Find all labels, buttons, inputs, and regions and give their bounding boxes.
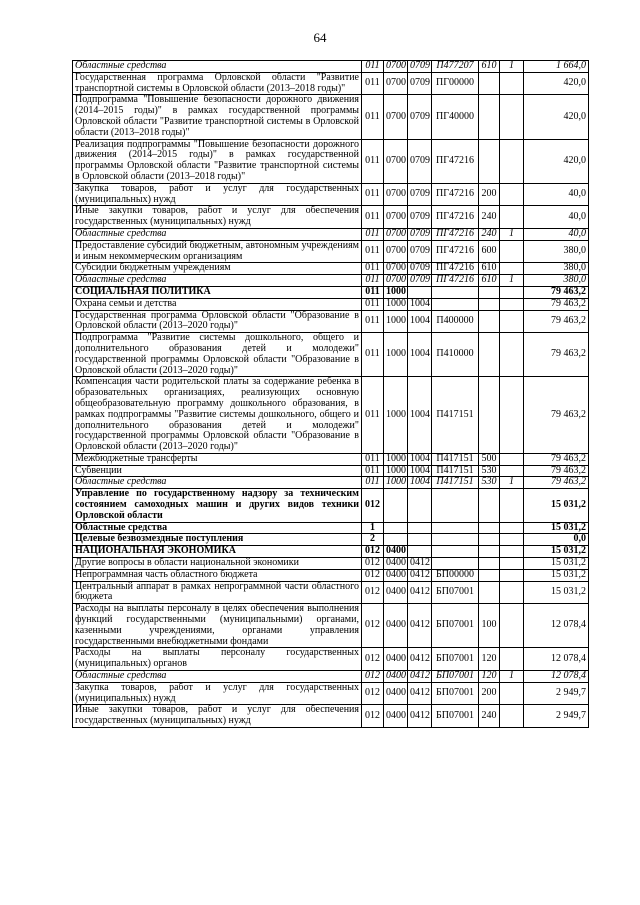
cell-department-code: 011 xyxy=(362,453,384,465)
cell-target-article: БП07001 xyxy=(432,682,479,705)
cell-expense-type xyxy=(479,333,500,377)
table-row xyxy=(73,263,589,275)
cell-funding-source xyxy=(500,310,524,333)
cell-expense-type: 610 xyxy=(479,275,500,287)
cell-expense-type: 120 xyxy=(479,648,500,671)
cell-target-article xyxy=(432,489,479,522)
cell-funding-source xyxy=(500,648,524,671)
cell-department-code: 011 xyxy=(362,206,384,229)
cell-expense-type: 500 xyxy=(479,453,500,465)
table-row xyxy=(73,546,589,558)
cell-expense-type: 200 xyxy=(479,682,500,705)
cell-subsection-code: 0709 xyxy=(408,263,432,275)
table-row xyxy=(73,310,589,333)
cell-department-code: 012 xyxy=(362,648,384,671)
cell-expense-type xyxy=(479,546,500,558)
cell-department-code: 012 xyxy=(362,546,384,558)
cell-name: Субсидии бюджетным учреждениям xyxy=(73,263,362,275)
cell-section-code: 0700 xyxy=(384,275,408,287)
cell-target-article: ПГ47216 xyxy=(432,139,479,183)
table-row xyxy=(73,604,589,648)
table-row xyxy=(73,569,589,581)
cell-funding-source xyxy=(500,139,524,183)
table-row xyxy=(73,333,589,377)
cell-funding-source xyxy=(500,286,524,298)
table-row xyxy=(73,72,589,95)
cell-target-article: ПГ47216 xyxy=(432,183,479,206)
cell-amount: 79 463,2 xyxy=(524,465,589,477)
cell-department-code: 012 xyxy=(362,604,384,648)
cell-subsection-code: 0412 xyxy=(408,558,432,570)
cell-expense-type: 240 xyxy=(479,206,500,229)
cell-department-code: 011 xyxy=(362,286,384,298)
cell-amount: 15 031,2 xyxy=(524,522,589,534)
cell-funding-source xyxy=(500,569,524,581)
cell-name: Центральный аппарат в рамках непрограммной части областного бюджета xyxy=(73,581,362,604)
cell-department-code: 012 xyxy=(362,705,384,728)
cell-funding-source xyxy=(500,453,524,465)
table-row xyxy=(73,682,589,705)
cell-name: Расходы на выплаты персоналу государственных (муниципальных) органов xyxy=(73,648,362,671)
table-row xyxy=(73,275,589,287)
cell-subsection-code: 1004 xyxy=(408,333,432,377)
cell-subsection-code: 0709 xyxy=(408,183,432,206)
cell-target-article: ПГ47216 xyxy=(432,275,479,287)
cell-section-code: 0400 xyxy=(384,569,408,581)
cell-name: Закупка товаров, работ и услуг для государственных (муниципальных) нужд xyxy=(73,682,362,705)
table-row xyxy=(73,139,589,183)
cell-subsection-code: 0412 xyxy=(408,581,432,604)
table-row xyxy=(73,522,589,534)
cell-section-code: 0400 xyxy=(384,558,408,570)
cell-amount: 12 078,4 xyxy=(524,671,589,683)
cell-name: Областные средства xyxy=(73,671,362,683)
cell-target-article: П417151 xyxy=(432,465,479,477)
cell-amount: 79 463,2 xyxy=(524,477,589,489)
cell-name: Предоставление субсидий бюджетным, автономным учреждениям и иным некоммерческим организациям xyxy=(73,240,362,263)
cell-target-article: БП07001 xyxy=(432,581,479,604)
cell-amount: 79 463,2 xyxy=(524,298,589,310)
cell-section-code: 0700 xyxy=(384,72,408,95)
cell-name: Государственная программа Орловской области "Развитие транспортной системы в Орловской области (2013–2018 годы)" xyxy=(73,72,362,95)
cell-subsection-code: 0412 xyxy=(408,705,432,728)
cell-department-code: 012 xyxy=(362,569,384,581)
cell-department-code: 011 xyxy=(362,228,384,240)
cell-target-article: БП07001 xyxy=(432,705,479,728)
cell-subsection-code: 1004 xyxy=(408,310,432,333)
cell-subsection-code: 0709 xyxy=(408,95,432,139)
cell-section-code xyxy=(384,522,408,534)
cell-funding-source xyxy=(500,705,524,728)
cell-expense-type xyxy=(479,569,500,581)
cell-amount: 12 078,4 xyxy=(524,604,589,648)
cell-name: Областные средства xyxy=(73,477,362,489)
cell-target-article xyxy=(432,546,479,558)
table-row xyxy=(73,648,589,671)
cell-funding-source xyxy=(500,72,524,95)
cell-department-code: 012 xyxy=(362,682,384,705)
cell-section-code: 0400 xyxy=(384,581,408,604)
cell-target-article: П400000 xyxy=(432,310,479,333)
cell-funding-source xyxy=(500,558,524,570)
cell-amount: 1 664,0 xyxy=(524,61,589,73)
cell-department-code: 011 xyxy=(362,263,384,275)
cell-expense-type xyxy=(479,377,500,454)
cell-amount: 12 078,4 xyxy=(524,648,589,671)
cell-target-article: П477207 xyxy=(432,61,479,73)
cell-name: Областные средства xyxy=(73,522,362,534)
cell-name: Областные средства xyxy=(73,275,362,287)
cell-amount: 79 463,2 xyxy=(524,286,589,298)
cell-department-code: 012 xyxy=(362,489,384,522)
cell-name: СОЦИАЛЬНАЯ ПОЛИТИКА xyxy=(73,286,362,298)
cell-target-article xyxy=(432,522,479,534)
cell-amount: 380,0 xyxy=(524,263,589,275)
cell-name: Подпрограмма "Повышение безопасности дорожного движения (2014–2015 годы)" в рамках государственной программы Орловской области "Развитие транспортной системы в Орловской области (2013–2018 годы)" xyxy=(73,95,362,139)
cell-target-article: БП00000 xyxy=(432,569,479,581)
cell-subsection-code: 1004 xyxy=(408,465,432,477)
table-row xyxy=(73,377,589,454)
cell-department-code: 011 xyxy=(362,240,384,263)
table-row xyxy=(73,477,589,489)
cell-subsection-code: 0709 xyxy=(408,240,432,263)
cell-expense-type: 120 xyxy=(479,671,500,683)
cell-department-code: 011 xyxy=(362,377,384,454)
cell-department-code: 011 xyxy=(362,310,384,333)
cell-department-code: 011 xyxy=(362,139,384,183)
cell-amount: 79 463,2 xyxy=(524,333,589,377)
cell-expense-type: 530 xyxy=(479,465,500,477)
cell-target-article: ПГ47216 xyxy=(432,240,479,263)
cell-section-code: 0700 xyxy=(384,206,408,229)
cell-amount: 15 031,2 xyxy=(524,558,589,570)
cell-section-code: 0400 xyxy=(384,604,408,648)
cell-name: Межбюджетные трансферты xyxy=(73,453,362,465)
cell-subsection-code xyxy=(408,286,432,298)
cell-name: Управление по государственному надзору за техническим состоянием самоходных машин и других видов техники Орловской области xyxy=(73,489,362,522)
table-row xyxy=(73,558,589,570)
cell-funding-source xyxy=(500,489,524,522)
cell-section-code: 0400 xyxy=(384,648,408,671)
cell-department-code: 011 xyxy=(362,275,384,287)
cell-funding-source xyxy=(500,263,524,275)
cell-amount: 15 031,2 xyxy=(524,569,589,581)
cell-funding-source xyxy=(500,522,524,534)
cell-department-code: 011 xyxy=(362,95,384,139)
cell-amount: 420,0 xyxy=(524,139,589,183)
cell-target-article: ПГ00000 xyxy=(432,72,479,95)
cell-name: Подпрограмма "Развитие системы дошкольного, общего и дополнительного образования детей и молодежи" государственной программы Орловской области "Образование в Орловской области (2013–2020 годы)" xyxy=(73,333,362,377)
cell-name: Расходы на выплаты персоналу в целях обеспечения выполнения функций государственными (муниципальными) органами, казенными учреждениями, органами управления государственными внебюджетными фондами xyxy=(73,604,362,648)
cell-subsection-code xyxy=(408,522,432,534)
cell-amount: 79 463,2 xyxy=(524,310,589,333)
cell-expense-type xyxy=(479,558,500,570)
table-row xyxy=(73,489,589,522)
cell-section-code: 0400 xyxy=(384,705,408,728)
cell-expense-type xyxy=(479,310,500,333)
cell-department-code: 011 xyxy=(362,72,384,95)
cell-subsection-code: 0412 xyxy=(408,648,432,671)
cell-name: Непрограммная часть областного бюджета xyxy=(73,569,362,581)
cell-name: Охрана семьи и детства xyxy=(73,298,362,310)
cell-name: Иные закупки товаров, работ и услуг для обеспечения государственных (муниципальных) нужд xyxy=(73,206,362,229)
cell-amount: 79 463,2 xyxy=(524,377,589,454)
cell-section-code: 0700 xyxy=(384,61,408,73)
table-row xyxy=(73,183,589,206)
cell-department-code: 011 xyxy=(362,183,384,206)
cell-expense-type xyxy=(479,522,500,534)
cell-section-code: 1000 xyxy=(384,286,408,298)
cell-section-code: 0700 xyxy=(384,263,408,275)
cell-section-code xyxy=(384,489,408,522)
cell-funding-source xyxy=(500,465,524,477)
cell-subsection-code: 0709 xyxy=(408,72,432,95)
table-row xyxy=(73,705,589,728)
cell-target-article: ПГ47216 xyxy=(432,228,479,240)
table-row xyxy=(73,206,589,229)
cell-name: Закупка товаров, работ и услуг для государственных (муниципальных) нужд xyxy=(73,183,362,206)
cell-subsection-code: 0412 xyxy=(408,604,432,648)
cell-expense-type: 240 xyxy=(479,228,500,240)
cell-subsection-code: 0709 xyxy=(408,61,432,73)
cell-subsection-code xyxy=(408,489,432,522)
cell-department-code: 012 xyxy=(362,581,384,604)
cell-expense-type xyxy=(479,95,500,139)
cell-name: Областные средства xyxy=(73,228,362,240)
cell-target-article: П417151 xyxy=(432,477,479,489)
cell-department-code: 012 xyxy=(362,558,384,570)
cell-department-code: 011 xyxy=(362,333,384,377)
cell-subsection-code: 0709 xyxy=(408,275,432,287)
cell-funding-source: 1 xyxy=(500,275,524,287)
cell-expense-type: 600 xyxy=(479,240,500,263)
cell-funding-source xyxy=(500,206,524,229)
cell-section-code: 1000 xyxy=(384,453,408,465)
cell-target-article xyxy=(432,298,479,310)
cell-funding-source xyxy=(500,581,524,604)
cell-target-article: П410000 xyxy=(432,333,479,377)
cell-department-code: 012 xyxy=(362,671,384,683)
cell-department-code: 2 xyxy=(362,534,384,546)
cell-amount: 40,0 xyxy=(524,228,589,240)
cell-amount: 79 463,2 xyxy=(524,453,589,465)
cell-subsection-code: 0412 xyxy=(408,569,432,581)
cell-name: Реализация подпрограммы "Повышение безопасности дорожного движения (2014–2015 годы)" в рамках государственной программы Орловской области "Развитие транспортной системы в Орловской области (2013–2018 годы)" xyxy=(73,139,362,183)
cell-amount: 15 031,2 xyxy=(524,546,589,558)
cell-section-code: 1000 xyxy=(384,298,408,310)
cell-funding-source xyxy=(500,546,524,558)
cell-expense-type xyxy=(479,534,500,546)
cell-target-article xyxy=(432,558,479,570)
cell-department-code: 011 xyxy=(362,61,384,73)
cell-expense-type xyxy=(479,298,500,310)
cell-name: Субвенции xyxy=(73,465,362,477)
cell-target-article: ПГ40000 xyxy=(432,95,479,139)
cell-department-code: 011 xyxy=(362,298,384,310)
cell-funding-source xyxy=(500,604,524,648)
cell-department-code: 011 xyxy=(362,465,384,477)
cell-amount: 420,0 xyxy=(524,95,589,139)
cell-section-code: 1000 xyxy=(384,377,408,454)
cell-name: НАЦИОНАЛЬНАЯ ЭКОНОМИКА xyxy=(73,546,362,558)
cell-target-article: П417151 xyxy=(432,453,479,465)
cell-amount: 420,0 xyxy=(524,72,589,95)
cell-funding-source xyxy=(500,298,524,310)
cell-section-code: 1000 xyxy=(384,465,408,477)
cell-subsection-code: 0709 xyxy=(408,206,432,229)
cell-subsection-code: 1004 xyxy=(408,453,432,465)
cell-expense-type xyxy=(479,489,500,522)
cell-funding-source: 1 xyxy=(500,61,524,73)
page-number: 64 xyxy=(313,30,327,45)
cell-section-code: 0700 xyxy=(384,240,408,263)
cell-target-article: ПГ47216 xyxy=(432,263,479,275)
table-row xyxy=(73,298,589,310)
cell-subsection-code: 1004 xyxy=(408,477,432,489)
cell-expense-type: 610 xyxy=(479,61,500,73)
cell-subsection-code: 0412 xyxy=(408,671,432,683)
cell-expense-type xyxy=(479,581,500,604)
cell-subsection-code: 0709 xyxy=(408,228,432,240)
cell-target-article: БП07001 xyxy=(432,648,479,671)
cell-funding-source xyxy=(500,682,524,705)
cell-funding-source: 1 xyxy=(500,228,524,240)
cell-target-article xyxy=(432,286,479,298)
cell-target-article: П417151 xyxy=(432,377,479,454)
cell-section-code: 0700 xyxy=(384,183,408,206)
cell-target-article: БП07001 xyxy=(432,671,479,683)
cell-funding-source: 1 xyxy=(500,671,524,683)
budget-table xyxy=(72,60,589,728)
cell-name: Компенсация части родительской платы за содержание ребенка в образовательных организациях, реализующих основную общеобразовательную программу дошкольного образования, в рамках подпрограммы "Развитие системы дошкольного, общего и дополнительного образования детей и молодежи" государственной программы Орловской области "Образование в Орловской области (2013–2020 годы)" xyxy=(73,377,362,454)
cell-subsection-code: 1004 xyxy=(408,377,432,454)
cell-subsection-code: 0412 xyxy=(408,682,432,705)
cell-expense-type: 530 xyxy=(479,477,500,489)
cell-amount: 0,0 xyxy=(524,534,589,546)
cell-section-code: 1000 xyxy=(384,477,408,489)
cell-funding-source: 1 xyxy=(500,477,524,489)
cell-amount: 380,0 xyxy=(524,240,589,263)
cell-amount: 15 031,2 xyxy=(524,489,589,522)
cell-department-code: 011 xyxy=(362,477,384,489)
cell-funding-source xyxy=(500,95,524,139)
cell-amount: 40,0 xyxy=(524,183,589,206)
table-row xyxy=(73,671,589,683)
cell-department-code: 1 xyxy=(362,522,384,534)
cell-name: Иные закупки товаров, работ и услуг для обеспечения государственных (муниципальных) нужд xyxy=(73,705,362,728)
cell-expense-type: 610 xyxy=(479,263,500,275)
cell-funding-source xyxy=(500,183,524,206)
cell-name: Другие вопросы в области национальной экономики xyxy=(73,558,362,570)
cell-amount: 2 949,7 xyxy=(524,705,589,728)
table-row xyxy=(73,240,589,263)
cell-target-article xyxy=(432,534,479,546)
cell-name: Целевые безвозмездные поступления xyxy=(73,534,362,546)
cell-target-article: БП07001 xyxy=(432,604,479,648)
cell-section-code: 0700 xyxy=(384,228,408,240)
cell-expense-type: 240 xyxy=(479,705,500,728)
cell-funding-source xyxy=(500,333,524,377)
cell-funding-source xyxy=(500,534,524,546)
table-row xyxy=(73,95,589,139)
table-row xyxy=(73,286,589,298)
table-row xyxy=(73,534,589,546)
cell-section-code: 1000 xyxy=(384,333,408,377)
cell-expense-type xyxy=(479,72,500,95)
cell-name: Областные средства xyxy=(73,61,362,73)
table-body xyxy=(73,61,589,728)
cell-expense-type: 100 xyxy=(479,604,500,648)
cell-subsection-code: 1004 xyxy=(408,298,432,310)
cell-section-code xyxy=(384,534,408,546)
cell-expense-type xyxy=(479,139,500,183)
cell-section-code: 0400 xyxy=(384,671,408,683)
cell-amount: 15 031,2 xyxy=(524,581,589,604)
table-row xyxy=(73,61,589,73)
cell-section-code: 0700 xyxy=(384,139,408,183)
cell-name: Государственная программа Орловской области "Образование в Орловской области (2013–2020 годы)" xyxy=(73,310,362,333)
cell-subsection-code xyxy=(408,546,432,558)
cell-expense-type xyxy=(479,286,500,298)
cell-amount: 2 949,7 xyxy=(524,682,589,705)
cell-section-code: 1000 xyxy=(384,310,408,333)
cell-funding-source xyxy=(500,240,524,263)
table-row xyxy=(73,228,589,240)
table-row xyxy=(73,581,589,604)
cell-section-code: 0400 xyxy=(384,546,408,558)
cell-expense-type: 200 xyxy=(479,183,500,206)
cell-funding-source xyxy=(500,377,524,454)
table-row xyxy=(73,465,589,477)
cell-amount: 40,0 xyxy=(524,206,589,229)
cell-amount: 380,0 xyxy=(524,275,589,287)
cell-section-code: 0700 xyxy=(384,95,408,139)
cell-subsection-code: 0709 xyxy=(408,139,432,183)
cell-section-code: 0400 xyxy=(384,682,408,705)
table-row xyxy=(73,453,589,465)
cell-target-article: ПГ47216 xyxy=(432,206,479,229)
cell-subsection-code xyxy=(408,534,432,546)
